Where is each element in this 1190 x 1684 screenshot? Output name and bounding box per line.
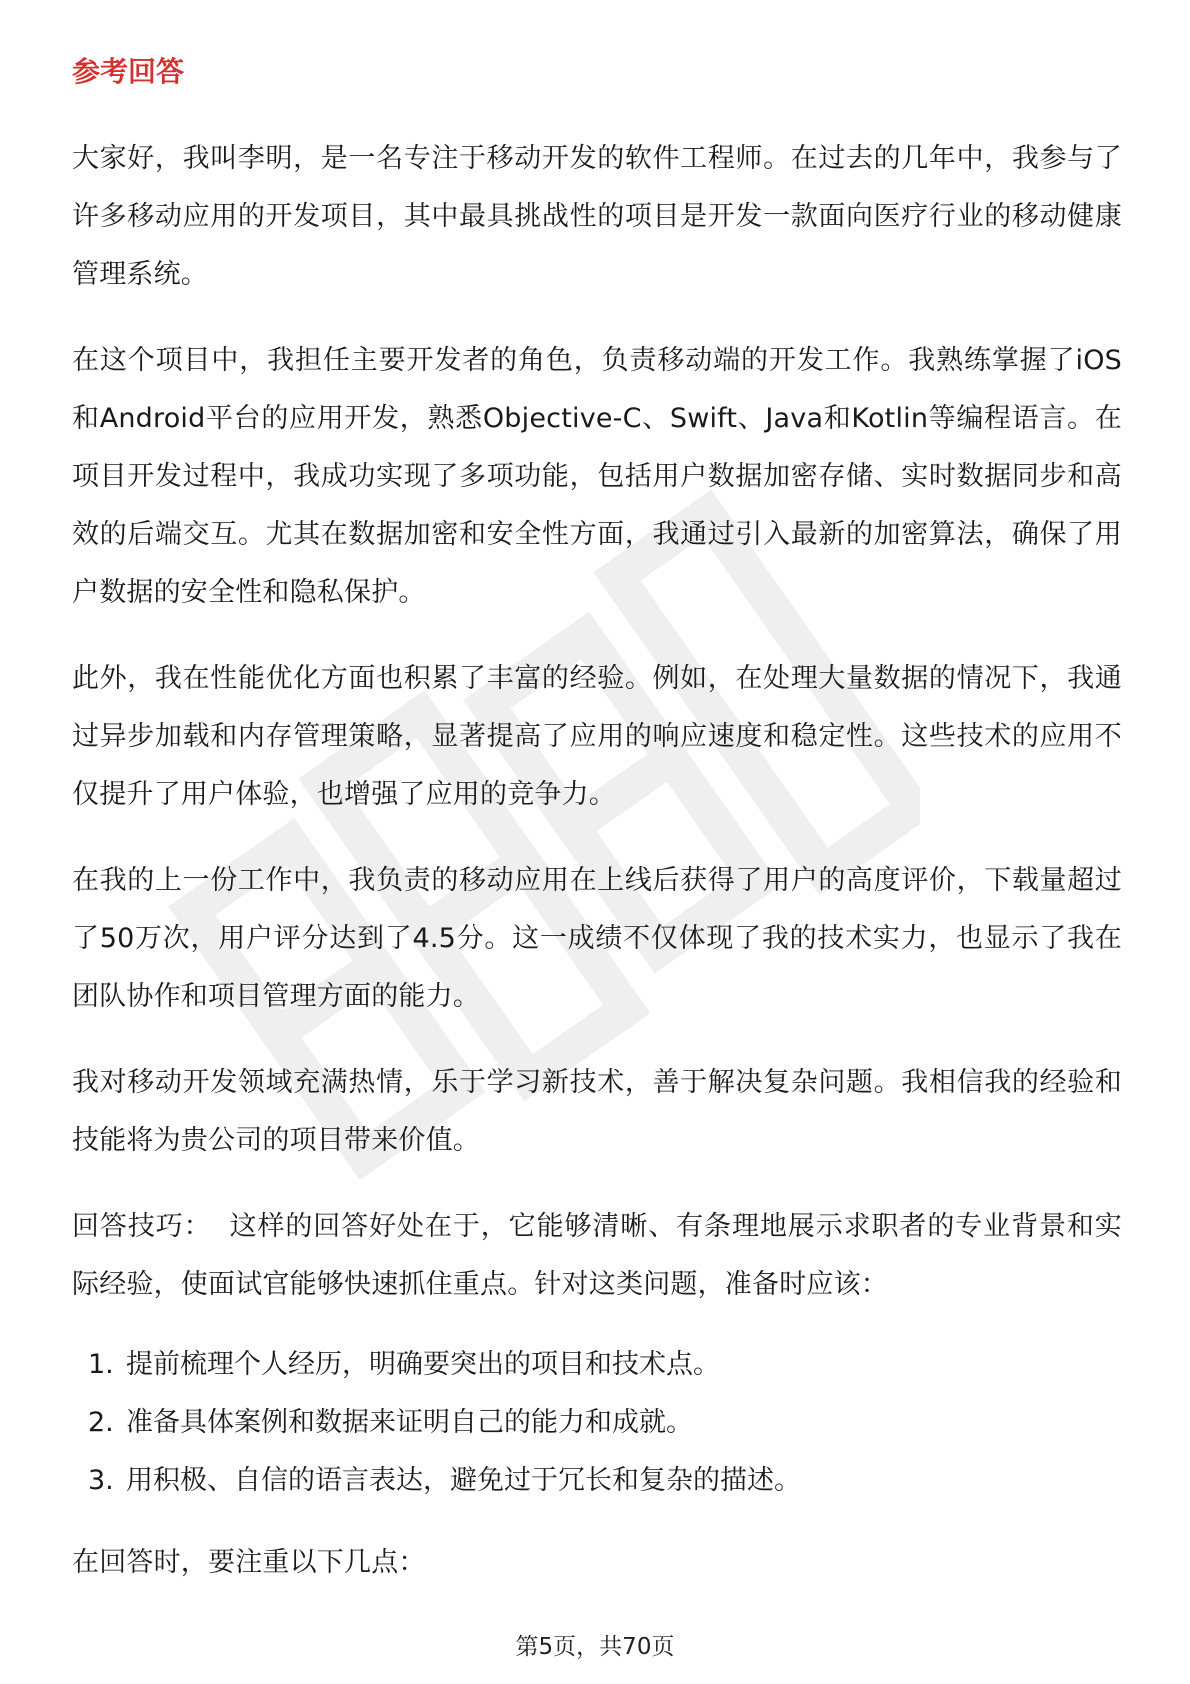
tips-paragraph [72,1198,1122,1314]
answer-paragraph-1: 大家好，我叫李明，是一名专注于移动开发的软件工程师。在过去的几年中，我参与了许多移动应用的开发项目，其中最具挑战性的项目是开发一款面向医疗行业的移动健康管理系统。 [72,143,1122,290]
closing-paragraph: 在回答时，要注重以下几点： [72,1547,426,1578]
answer-paragraph-4: 在我的上一份工作中，我负责的移动应用在上线后获得了用户的高度评价，下载量超过了50万次，用户评分达到了4.5分。这一成绩不仅体现了我的技术实力，也显示了我在团队协作和项目管理方面的能力。 [72,865,1122,1012]
answer-paragraph-2: 在这个项目中，我担任主要开发者的角色，负责移动端的开发工作。我熟练掌握了iOS和Android平台的应用开发，熟悉Objective-C、Swift、Java和Kotlin等编程语言。在项目开发过程中，我成功实现了多项功能，包括用户数据加密存储、实时数据同步和高效的后端交互。尤其在数据加密和安全性方面，我通过引入最新的加密算法，确保了用户数据的安全性和隐私保护。 [72,345,1122,608]
list-item-number: 1. [88,1349,114,1380]
page-content [72,40,1122,1620]
answer-paragraph-5: 我对移动开发领域充满热情，乐于学习新技术，善于解决复杂问题。我相信我的经验和技能将为贵公司的项目带来价值。 [72,1067,1122,1156]
tips-text: 这样的回答好处在于，它能够清晰、有条理地展示求职者的专业背景和实际经验，使面试官能够快速抓住重点。针对这类问题，准备时应该： [72,1211,1122,1300]
list-item-number: 3. [88,1465,114,1496]
list-item [72,1394,1122,1452]
list-item-number: 2. [88,1407,114,1438]
tips-label: 回答技巧： [72,1211,212,1242]
list-item [72,1336,1122,1394]
list-item [72,1452,1122,1510]
tip-list [72,1336,1122,1510]
section-heading: 参考回答 [72,55,185,88]
page-footer: 第5页，共70页 [515,1634,675,1660]
list-item-text: 用积极、自信的语言表达，避免过于冗长和复杂的描述。 [126,1465,801,1496]
answer-paragraph-3: 此外，我在性能优化方面也积累了丰富的经验。例如，在处理大量数据的情况下，我通过异步加载和内存管理策略，显著提高了应用的响应速度和稳定性。这些技术的应用不仅提升了用户体验，也增强了应用的竞争力。 [72,663,1122,810]
list-item-text: 准备具体案例和数据来证明自己的能力和成就。 [126,1407,693,1438]
list-item-text: 提前梳理个人经历，明确要突出的项目和技术点。 [126,1349,720,1380]
